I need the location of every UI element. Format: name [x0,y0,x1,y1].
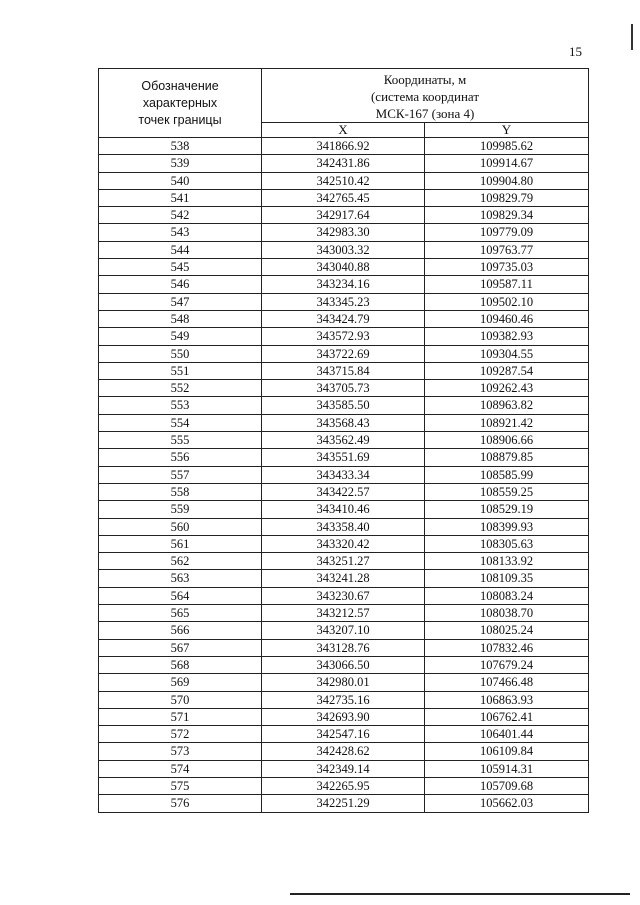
y-coordinate-cell: 106762.41 [425,708,589,725]
point-id-cell: 571 [99,708,262,725]
y-coordinate-cell: 109735.03 [425,259,589,276]
y-coordinate-cell: 108133.92 [425,553,589,570]
table-row [99,224,589,241]
y-coordinate-cell: 108585.99 [425,466,589,483]
y-coordinate-cell: 109904.80 [425,172,589,189]
table-row [99,414,589,431]
table-row [99,518,589,535]
y-coordinate-cell: 107466.48 [425,674,589,691]
y-coordinate-cell: 109914.67 [425,155,589,172]
point-id-cell: 564 [99,587,262,604]
coordinates-table [98,68,589,813]
point-id-cell: 565 [99,605,262,622]
point-id-cell: 555 [99,432,262,449]
point-id-cell: 549 [99,328,262,345]
x-coordinate-cell: 343207.10 [262,622,425,639]
x-coordinate-cell: 343241.28 [262,570,425,587]
x-coordinate-cell: 343585.50 [262,397,425,414]
y-coordinate-cell: 109262.43 [425,380,589,397]
x-coordinate-cell: 342428.62 [262,743,425,760]
x-coordinate-cell: 343424.79 [262,310,425,327]
point-id-cell: 569 [99,674,262,691]
table-row [99,449,589,466]
point-header-line-2: характерных [142,95,218,110]
table-row [99,259,589,276]
y-coordinate-cell: 108083.24 [425,587,589,604]
point-id-cell: 548 [99,310,262,327]
point-id-cell: 547 [99,293,262,310]
y-coordinate-cell: 106863.93 [425,691,589,708]
y-coordinate-cell: 106109.84 [425,743,589,760]
point-id-cell: 541 [99,189,262,206]
point-id-cell: 556 [99,449,262,466]
x-coordinate-cell: 342765.45 [262,189,425,206]
table-row [99,397,589,414]
table-row [99,795,589,812]
x-coordinate-cell: 342349.14 [262,760,425,777]
y-coordinate-cell: 109304.55 [425,345,589,362]
table-row [99,276,589,293]
x-coordinate-cell: 342980.01 [262,674,425,691]
point-id-cell: 544 [99,241,262,258]
x-coordinate-cell: 343562.49 [262,432,425,449]
y-coordinate-cell: 105662.03 [425,795,589,812]
x-coordinate-cell: 342265.95 [262,777,425,794]
point-id-cell: 568 [99,656,262,673]
point-id-cell: 560 [99,518,262,535]
point-id-cell: 563 [99,570,262,587]
table-body [99,138,589,813]
x-coordinate-cell: 343345.23 [262,293,425,310]
table-row [99,726,589,743]
x-coordinate-cell: 342510.42 [262,172,425,189]
y-coordinate-cell: 105709.68 [425,777,589,794]
point-id-cell: 558 [99,483,262,500]
x-coordinate-cell: 343212.57 [262,605,425,622]
x-coordinate-cell: 343128.76 [262,639,425,656]
coords-header-line-2: (система координат [370,89,480,104]
y-coordinate-cell: 108879.85 [425,449,589,466]
point-id-cell: 575 [99,777,262,794]
point-id-cell: 542 [99,207,262,224]
y-coordinate-cell: 109460.46 [425,310,589,327]
table-row [99,466,589,483]
table-row [99,674,589,691]
point-id-cell: 545 [99,259,262,276]
y-coordinate-cell: 106401.44 [425,726,589,743]
x-coordinate-cell: 341866.92 [262,138,425,155]
point-id-cell: 543 [99,224,262,241]
y-coordinate-cell: 108305.63 [425,535,589,552]
x-coordinate-cell: 343003.32 [262,241,425,258]
x-coordinate-cell: 343410.46 [262,501,425,518]
table-row [99,570,589,587]
x-coordinate-cell: 342693.90 [262,708,425,725]
point-id-cell: 554 [99,414,262,431]
table-row [99,241,589,258]
table-row [99,639,589,656]
table-row [99,760,589,777]
point-id-cell: 570 [99,691,262,708]
table-row [99,138,589,155]
table-row [99,777,589,794]
table-row [99,553,589,570]
y-coordinate-cell: 108963.82 [425,397,589,414]
table-row [99,587,589,604]
y-coordinate-cell: 109779.09 [425,224,589,241]
page-number: 15 [569,44,582,59]
y-coordinate-cell: 109829.79 [425,189,589,206]
point-id-cell: 551 [99,362,262,379]
coords-header-line-1: Координаты, м [383,72,467,87]
x-coordinate-cell: 343066.50 [262,656,425,673]
point-id-cell: 550 [99,345,262,362]
y-coordinate-cell: 108025.24 [425,622,589,639]
x-coordinate-cell: 342735.16 [262,691,425,708]
table-row [99,207,589,224]
y-coordinate-cell: 109287.54 [425,362,589,379]
y-coordinate-cell: 108529.19 [425,501,589,518]
y-coordinate-cell: 108109.35 [425,570,589,587]
table-row [99,501,589,518]
y-coordinate-cell: 108399.93 [425,518,589,535]
table-row [99,345,589,362]
table-row [99,189,589,206]
point-id-cell: 574 [99,760,262,777]
table-row [99,605,589,622]
point-id-cell: 557 [99,466,262,483]
point-id-cell: 553 [99,397,262,414]
y-coordinate-cell: 107832.46 [425,639,589,656]
x-coordinate-cell: 343572.93 [262,328,425,345]
point-id-cell: 546 [99,276,262,293]
table-row [99,691,589,708]
x-coordinate-cell: 343251.27 [262,553,425,570]
bottom-rule [290,893,630,895]
x-coordinate-cell: 342431.86 [262,155,425,172]
y-coordinate-cell: 109985.62 [425,138,589,155]
y-coordinate-cell: 107679.24 [425,656,589,673]
x-coordinate-cell: 343715.84 [262,362,425,379]
table-row [99,155,589,172]
x-coordinate-cell: 342917.64 [262,207,425,224]
table-row [99,310,589,327]
table-row [99,743,589,760]
point-id-cell: 562 [99,553,262,570]
x-coordinate-cell: 343551.69 [262,449,425,466]
point-id-cell: 561 [99,535,262,552]
y-coordinate-cell: 108038.70 [425,605,589,622]
table-row [99,172,589,189]
y-coordinate-cell: 109382.93 [425,328,589,345]
y-coordinate-cell: 109829.34 [425,207,589,224]
table-row [99,708,589,725]
point-designation-header [99,69,262,138]
table-row [99,362,589,379]
x-coordinate-cell: 342251.29 [262,795,425,812]
point-id-cell: 566 [99,622,262,639]
table-row [99,293,589,310]
point-header-line-1: Обозначение [141,78,219,93]
table-row [99,380,589,397]
x-coordinate-cell: 343568.43 [262,414,425,431]
point-header-line-3: точек границы [138,112,222,127]
point-id-cell: 573 [99,743,262,760]
x-coordinate-cell: 343358.40 [262,518,425,535]
y-coordinate-cell: 109502.10 [425,293,589,310]
x-coordinate-cell: 343422.57 [262,483,425,500]
x-coordinate-cell: 343705.73 [262,380,425,397]
table-row [99,328,589,345]
x-column-header: X [262,123,425,138]
table-row [99,483,589,500]
y-coordinate-cell: 108921.42 [425,414,589,431]
point-id-cell: 576 [99,795,262,812]
table-row [99,656,589,673]
point-id-cell: 567 [99,639,262,656]
point-id-cell: 540 [99,172,262,189]
table-row [99,622,589,639]
point-id-cell: 539 [99,155,262,172]
point-id-cell: 559 [99,501,262,518]
x-coordinate-cell: 343234.16 [262,276,425,293]
x-coordinate-cell: 342983.30 [262,224,425,241]
x-coordinate-cell: 343230.67 [262,587,425,604]
point-id-cell: 552 [99,380,262,397]
x-coordinate-cell: 342547.16 [262,726,425,743]
scan-edge-mark [631,24,633,50]
x-coordinate-cell: 343433.34 [262,466,425,483]
coordinates-header [262,69,589,123]
y-coordinate-cell: 108906.66 [425,432,589,449]
point-id-cell: 538 [99,138,262,155]
y-coordinate-cell: 108559.25 [425,483,589,500]
x-coordinate-cell: 343040.88 [262,259,425,276]
table-row [99,535,589,552]
y-coordinate-cell: 109763.77 [425,241,589,258]
table-row [99,432,589,449]
x-coordinate-cell: 343722.69 [262,345,425,362]
y-column-header: Y [425,123,589,138]
point-id-cell: 572 [99,726,262,743]
x-coordinate-cell: 343320.42 [262,535,425,552]
coords-header-line-3: МСК-167 (зона 4) [375,106,475,121]
y-coordinate-cell: 109587.11 [425,276,589,293]
y-coordinate-cell: 105914.31 [425,760,589,777]
